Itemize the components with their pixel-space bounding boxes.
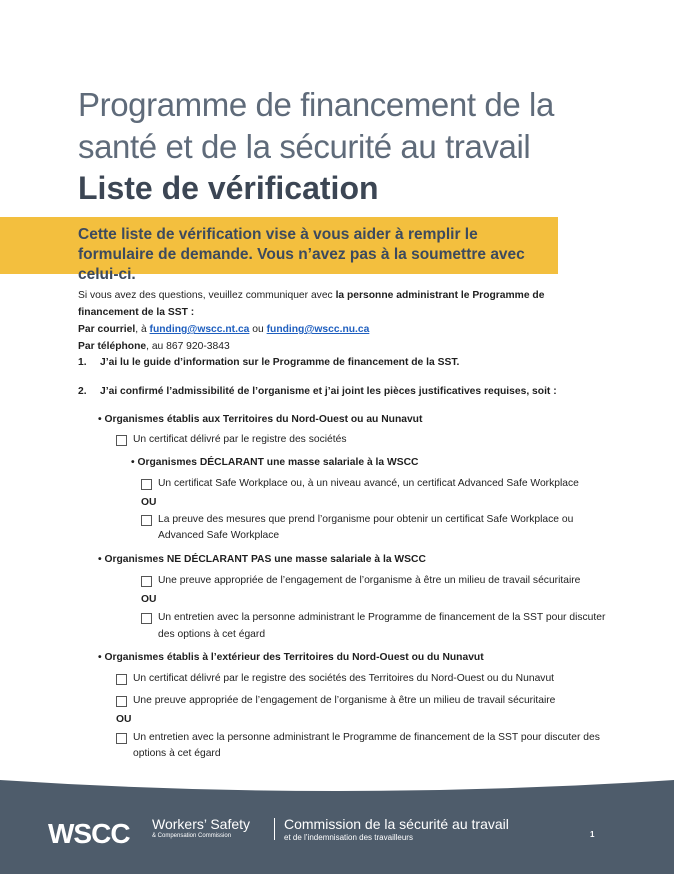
footer: [0, 780, 674, 874]
checkbox-label: Un entretien avec la personne administrant le Programme de financement de la SST pour discuter: [158, 612, 606, 623]
section-nwt-nu-label: Organismes établis aux Territoires du Nord-Ouest ou au Nunavut: [104, 414, 423, 425]
logo-en-line1: Workers’ Safety: [152, 816, 251, 832]
page-subtitle: Liste de vérification: [78, 170, 379, 206]
email-link-nu[interactable]: funding@wscc.nu.ca: [266, 324, 370, 335]
checkbox[interactable]: [116, 435, 127, 446]
logo-fr-line2: et de l’indemnisation des travailleurs: [284, 833, 413, 842]
checkbox-label: Une preuve appropriée de l’engagement de l’organisme à être un milieu de travail sécuritaire: [133, 695, 556, 706]
checkbox[interactable]: [116, 674, 127, 685]
checkbox-label: Un entretien avec la personne administrant le Programme de financement de la SST pour discuter des: [133, 732, 600, 743]
intro-block: [78, 287, 598, 355]
checkbox-label: Un certificat Safe Workplace ou, à un niveau avancé, un certificat Advanced Safe Workplace: [158, 478, 579, 489]
phone-text: , au 867 920-3843: [146, 341, 230, 352]
page-number: 1: [590, 830, 595, 839]
checkbox-label-cont: options à cet égard: [133, 748, 221, 759]
logo-divider: [274, 818, 275, 840]
banner-text: Cette liste de vérification vise à vous aider à remplir le formulaire de demande. Vous n’avez pas à la soumettre avec celui-ci.: [78, 226, 525, 283]
item-1-text: J’ai lu le guide d’information sur le Programme de financement de la SST.: [100, 357, 460, 368]
logo-fr-line1: Commission de la sécurité au travail: [284, 816, 509, 832]
section-nwt-nu: • Organismes établis aux Territoires du Nord-Ouest ou au Nunavut: [98, 414, 423, 425]
or-separator: OU: [141, 594, 157, 605]
logo-en-line2: & Compensation Commission: [152, 833, 232, 839]
item-number-2: 2.: [78, 386, 87, 397]
wscc-logo: WSCC: [48, 818, 130, 849]
checkbox[interactable]: [141, 613, 152, 624]
or-separator: OU: [116, 714, 132, 725]
email-label: Par courriel: [78, 324, 136, 335]
logo-english: [152, 816, 250, 839]
checkbox-label: Un certificat délivré par le registre des sociétés des Territoires du Nord-Ouest ou du Nunavut: [133, 673, 555, 684]
subsection-declaring-label: Organismes DÉCLARANT une masse salariale à la WSCC: [137, 457, 419, 468]
section-outside: • Organismes établis à l’extérieur des Territoires du Nord-Ouest ou du Nunavut: [98, 652, 484, 663]
section-not-declaring-label: Organismes NE DÉCLARANT PAS une masse salariale à la WSCC: [104, 554, 426, 565]
page-title: Programme de financement de la santé et de la sécurité au travail: [78, 86, 554, 165]
checkbox[interactable]: [141, 515, 152, 526]
checkbox[interactable]: [116, 733, 127, 744]
logo-french: [284, 816, 509, 842]
checkbox-label: Une preuve appropriée de l’engagement de l’organisme à être un milieu de travail sécuritaire: [158, 575, 581, 586]
checkbox[interactable]: [141, 576, 152, 587]
checkbox-label-cont: des options à cet égard: [158, 629, 266, 640]
info-banner: [0, 217, 558, 283]
email-or: ou: [249, 324, 267, 335]
subsection-declaring: • Organismes DÉCLARANT une masse salariale à la WSCC: [131, 457, 419, 468]
checkbox[interactable]: [116, 696, 127, 707]
intro-text: Si vous avez des questions, veuillez communiquer avec: [78, 290, 336, 301]
checkbox-label: Un certificat délivré par le registre des sociétés: [133, 434, 347, 445]
email-link-nt[interactable]: funding@wscc.nt.ca: [149, 324, 250, 335]
item-2-text: J’ai confirmé l’admissibilité de l’organisme et j’ai joint les pièces justificatives requises, soit :: [100, 386, 557, 397]
footer-curve-decoration: [0, 780, 674, 810]
section-outside-label: Organismes établis à l’extérieur des Territoires du Nord-Ouest ou du Nunavut: [104, 652, 484, 663]
checkbox[interactable]: [141, 479, 152, 490]
or-separator: OU: [141, 497, 157, 508]
item-number-1: 1.: [78, 357, 87, 368]
checkbox-label: La preuve des mesures que prend l’organisme pour obtenir un certificat Safe Workplace ou: [158, 514, 574, 525]
checkbox-label-cont: Advanced Safe Workplace: [158, 530, 280, 541]
email-mid: , à: [135, 324, 150, 335]
intro-contact: la personne administrant le Programme de financement de la SST :: [78, 290, 545, 318]
section-not-declaring: • Organismes NE DÉCLARANT PAS une masse salariale à la WSCC: [98, 554, 426, 565]
phone-label: Par téléphone: [78, 341, 147, 352]
